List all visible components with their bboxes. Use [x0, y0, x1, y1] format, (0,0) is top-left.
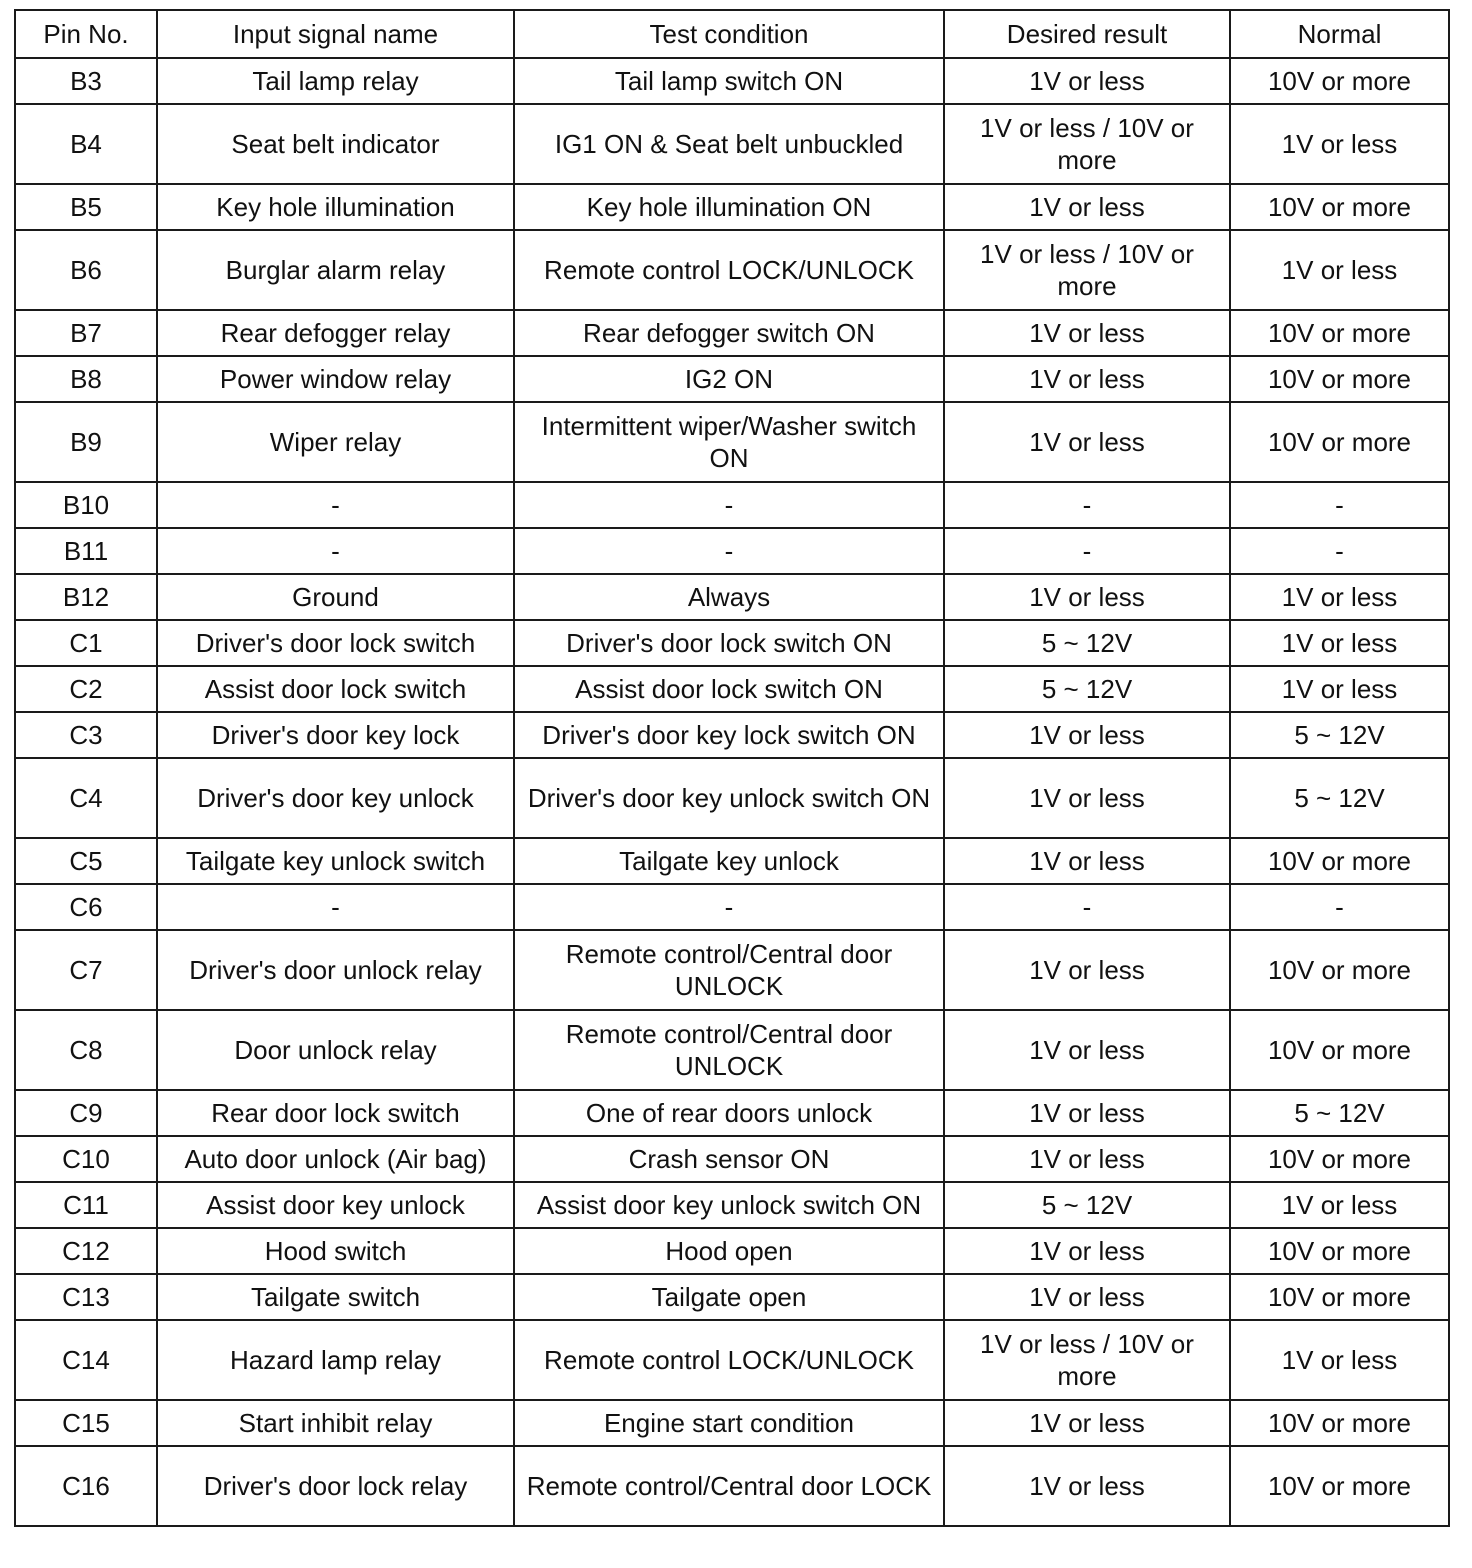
table-row [15, 574, 1449, 620]
normal-cell: 10V or more [1230, 402, 1449, 482]
test-condition-cell: Remote control/Central door UNLOCK [514, 1010, 944, 1090]
signal-name-cell: Power window relay [157, 356, 514, 402]
signal-name-cell: - [157, 482, 514, 528]
desired-result-cell: 5 ~ 12V [944, 620, 1230, 666]
table-row [15, 1010, 1449, 1090]
normal-cell: 10V or more [1230, 1400, 1449, 1446]
desired-result-cell: 1V or less [944, 1446, 1230, 1526]
table-row [15, 758, 1449, 838]
test-condition-cell: - [514, 482, 944, 528]
pin-cell: C14 [15, 1320, 157, 1400]
desired-result-cell: 1V or less [944, 310, 1230, 356]
header-normal: Normal [1230, 10, 1449, 58]
pin-table-container [14, 9, 1448, 1527]
test-condition-cell: Tailgate open [514, 1274, 944, 1320]
normal-cell: 5 ~ 12V [1230, 712, 1449, 758]
header-input-signal-name: Input signal name [157, 10, 514, 58]
desired-result-cell: 1V or less [944, 1010, 1230, 1090]
test-condition-cell: Driver's door key lock switch ON [514, 712, 944, 758]
pin-cell: C4 [15, 758, 157, 838]
normal-cell: 10V or more [1230, 58, 1449, 104]
signal-name-cell: Ground [157, 574, 514, 620]
test-condition-cell: Remote control/Central door UNLOCK [514, 930, 944, 1010]
desired-result-cell: 1V or less [944, 838, 1230, 884]
test-condition-cell: Assist door key unlock switch ON [514, 1182, 944, 1228]
normal-cell: 1V or less [1230, 620, 1449, 666]
signal-name-cell: Assist door lock switch [157, 666, 514, 712]
table-row [15, 184, 1449, 230]
desired-result-cell: 1V or less [944, 1228, 1230, 1274]
pin-cell: B11 [15, 528, 157, 574]
desired-result-cell: 5 ~ 12V [944, 666, 1230, 712]
header-desired-result: Desired result [944, 10, 1230, 58]
test-condition-cell: Always [514, 574, 944, 620]
signal-name-cell: Door unlock relay [157, 1010, 514, 1090]
header-pin-no: Pin No. [15, 10, 157, 58]
signal-name-cell: Driver's door unlock relay [157, 930, 514, 1010]
signal-name-cell: Start inhibit relay [157, 1400, 514, 1446]
normal-cell: 1V or less [1230, 1182, 1449, 1228]
normal-cell: 1V or less [1230, 666, 1449, 712]
test-condition-cell: IG2 ON [514, 356, 944, 402]
table-row [15, 1320, 1449, 1400]
normal-cell: 5 ~ 12V [1230, 758, 1449, 838]
pin-cell: C1 [15, 620, 157, 666]
signal-name-cell: Burglar alarm relay [157, 230, 514, 310]
normal-cell: 10V or more [1230, 1274, 1449, 1320]
test-condition-cell: One of rear doors unlock [514, 1090, 944, 1136]
pin-cell: C8 [15, 1010, 157, 1090]
table-row [15, 402, 1449, 482]
test-condition-cell: Remote control LOCK/UNLOCK [514, 230, 944, 310]
test-condition-cell: Remote control/Central door LOCK [514, 1446, 944, 1526]
pin-cell: C6 [15, 884, 157, 930]
pin-cell: B8 [15, 356, 157, 402]
pin-cell: C13 [15, 1274, 157, 1320]
signal-name-cell: Driver's door lock switch [157, 620, 514, 666]
test-condition-cell: - [514, 884, 944, 930]
test-condition-cell: Assist door lock switch ON [514, 666, 944, 712]
desired-result-cell: 1V or less / 10V or more [944, 104, 1230, 184]
pin-cell: C9 [15, 1090, 157, 1136]
pin-cell: B10 [15, 482, 157, 528]
signal-name-cell: Hood switch [157, 1228, 514, 1274]
signal-name-cell: Auto door unlock (Air bag) [157, 1136, 514, 1182]
table-row [15, 58, 1449, 104]
desired-result-cell: - [944, 884, 1230, 930]
desired-result-cell: - [944, 482, 1230, 528]
normal-cell: 1V or less [1230, 574, 1449, 620]
signal-name-cell: Hazard lamp relay [157, 1320, 514, 1400]
table-row [15, 1182, 1449, 1228]
pin-cell: C7 [15, 930, 157, 1010]
signal-name-cell: - [157, 528, 514, 574]
table-header-row [15, 10, 1449, 58]
pin-cell: C11 [15, 1182, 157, 1228]
signal-name-cell: Rear door lock switch [157, 1090, 514, 1136]
desired-result-cell: 1V or less / 10V or more [944, 1320, 1230, 1400]
desired-result-cell: 1V or less / 10V or more [944, 230, 1230, 310]
test-condition-cell: Driver's door lock switch ON [514, 620, 944, 666]
table-row [15, 884, 1449, 930]
signal-name-cell: Wiper relay [157, 402, 514, 482]
pin-cell: C2 [15, 666, 157, 712]
test-condition-cell: Intermittent wiper/Washer switch ON [514, 402, 944, 482]
signal-name-cell: Key hole illumination [157, 184, 514, 230]
normal-cell: 10V or more [1230, 310, 1449, 356]
table-row [15, 1090, 1449, 1136]
normal-cell: - [1230, 884, 1449, 930]
desired-result-cell: 1V or less [944, 1136, 1230, 1182]
normal-cell: - [1230, 482, 1449, 528]
pin-cell: C3 [15, 712, 157, 758]
table-row [15, 1274, 1449, 1320]
normal-cell: 10V or more [1230, 838, 1449, 884]
test-condition-cell: Engine start condition [514, 1400, 944, 1446]
desired-result-cell: - [944, 528, 1230, 574]
table-row [15, 930, 1449, 1010]
desired-result-cell: 1V or less [944, 1400, 1230, 1446]
signal-name-cell: Tail lamp relay [157, 58, 514, 104]
normal-cell: 10V or more [1230, 1446, 1449, 1526]
test-condition-cell: Crash sensor ON [514, 1136, 944, 1182]
desired-result-cell: 1V or less [944, 402, 1230, 482]
signal-name-cell: Tailgate switch [157, 1274, 514, 1320]
pin-cell: B9 [15, 402, 157, 482]
test-condition-cell: IG1 ON & Seat belt unbuckled [514, 104, 944, 184]
signal-name-cell: - [157, 884, 514, 930]
table-row [15, 482, 1449, 528]
normal-cell: 5 ~ 12V [1230, 1090, 1449, 1136]
table-row [15, 1228, 1449, 1274]
table-row [15, 666, 1449, 712]
signal-name-cell: Rear defogger relay [157, 310, 514, 356]
normal-cell: 10V or more [1230, 356, 1449, 402]
table-row [15, 838, 1449, 884]
pin-cell: B6 [15, 230, 157, 310]
normal-cell: - [1230, 528, 1449, 574]
desired-result-cell: 1V or less [944, 574, 1230, 620]
table-row [15, 230, 1449, 310]
header-test-condition: Test condition [514, 10, 944, 58]
signal-name-cell: Driver's door key unlock [157, 758, 514, 838]
test-condition-cell: Rear defogger switch ON [514, 310, 944, 356]
signal-name-cell: Driver's door lock relay [157, 1446, 514, 1526]
table-row [15, 310, 1449, 356]
pin-cell: B4 [15, 104, 157, 184]
normal-cell: 10V or more [1230, 1228, 1449, 1274]
normal-cell: 10V or more [1230, 1010, 1449, 1090]
signal-name-cell: Seat belt indicator [157, 104, 514, 184]
signal-name-cell: Assist door key unlock [157, 1182, 514, 1228]
pin-cell: C12 [15, 1228, 157, 1274]
pin-cell: B3 [15, 58, 157, 104]
table-row [15, 620, 1449, 666]
table-row [15, 356, 1449, 402]
pin-cell: C16 [15, 1446, 157, 1526]
table-row [15, 712, 1449, 758]
test-condition-cell: Hood open [514, 1228, 944, 1274]
pin-signal-table [14, 9, 1450, 1527]
normal-cell: 1V or less [1230, 1320, 1449, 1400]
pin-cell: C5 [15, 838, 157, 884]
test-condition-cell: - [514, 528, 944, 574]
desired-result-cell: 1V or less [944, 712, 1230, 758]
table-row [15, 528, 1449, 574]
pin-cell: C10 [15, 1136, 157, 1182]
normal-cell: 10V or more [1230, 930, 1449, 1010]
normal-cell: 10V or more [1230, 184, 1449, 230]
test-condition-cell: Tail lamp switch ON [514, 58, 944, 104]
normal-cell: 1V or less [1230, 230, 1449, 310]
desired-result-cell: 1V or less [944, 184, 1230, 230]
desired-result-cell: 1V or less [944, 1274, 1230, 1320]
pin-cell: C15 [15, 1400, 157, 1446]
desired-result-cell: 1V or less [944, 356, 1230, 402]
signal-name-cell: Tailgate key unlock switch [157, 838, 514, 884]
table-row [15, 1446, 1449, 1526]
desired-result-cell: 1V or less [944, 58, 1230, 104]
desired-result-cell: 5 ~ 12V [944, 1182, 1230, 1228]
test-condition-cell: Remote control LOCK/UNLOCK [514, 1320, 944, 1400]
desired-result-cell: 1V or less [944, 1090, 1230, 1136]
table-row [15, 1400, 1449, 1446]
desired-result-cell: 1V or less [944, 758, 1230, 838]
desired-result-cell: 1V or less [944, 930, 1230, 1010]
test-condition-cell: Tailgate key unlock [514, 838, 944, 884]
test-condition-cell: Driver's door key unlock switch ON [514, 758, 944, 838]
pin-cell: B12 [15, 574, 157, 620]
test-condition-cell: Key hole illumination ON [514, 184, 944, 230]
table-row [15, 1136, 1449, 1182]
normal-cell: 10V or more [1230, 1136, 1449, 1182]
pin-cell: B5 [15, 184, 157, 230]
pin-cell: B7 [15, 310, 157, 356]
normal-cell: 1V or less [1230, 104, 1449, 184]
signal-name-cell: Driver's door key lock [157, 712, 514, 758]
table-row [15, 104, 1449, 184]
